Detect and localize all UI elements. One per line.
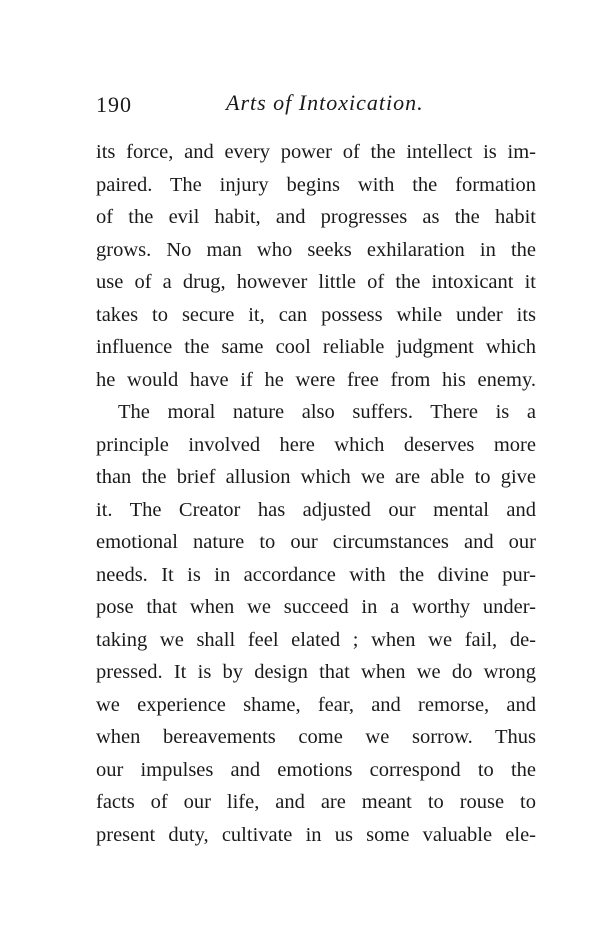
text-line: influence the same cool reliable judgment which [96, 336, 536, 358]
text-line: emotional nature to our circumstances and our [96, 531, 536, 553]
text-line: present duty, cultivate in us some valuable ele- [96, 823, 536, 846]
text-line: paired. The injury begins with the formation [96, 173, 536, 196]
text-line: our impulses and emotions correspond to the [96, 758, 536, 781]
text-line: he would have if he were free from his enemy. [96, 368, 536, 391]
text-line: it. The Creator has adjusted our mental and [96, 498, 536, 521]
text-line: grows. No man who seeks exhilaration in the [96, 238, 536, 261]
text-line: of the evil habit, and progresses as the habit [96, 206, 536, 228]
text-line: principle involved here which deserves more [96, 433, 536, 456]
text-line: facts of our life, and are meant to rouse to [96, 791, 536, 813]
text-line: its force, and every power of the intellect is im- [96, 141, 536, 163]
text-line: taking we shall feel elated ; when we fail, de- [96, 628, 536, 651]
running-head [96, 84, 536, 120]
text-line: than the brief allusion which we are able to give [96, 466, 536, 488]
text-line: pose that when we succeed in a worthy under- [96, 596, 536, 618]
page-number: 190 [96, 92, 132, 117]
text-line: The moral nature also suffers. There is a [118, 401, 536, 423]
text-line: when bereavements come we sorrow. Thus [96, 726, 536, 748]
body-text [96, 136, 536, 851]
running-title: Arts of Intoxication. [226, 90, 424, 115]
text-line: takes to secure it, can possess while under its [96, 303, 536, 326]
text-line: we experience shame, fear, and remorse, and [96, 693, 536, 716]
text-line: needs. It is in accordance with the divine pur- [96, 563, 536, 586]
text-line: use of a drug, however little of the intoxicant it [96, 271, 536, 293]
text-line: pressed. It is by design that when we do wrong [96, 661, 536, 683]
